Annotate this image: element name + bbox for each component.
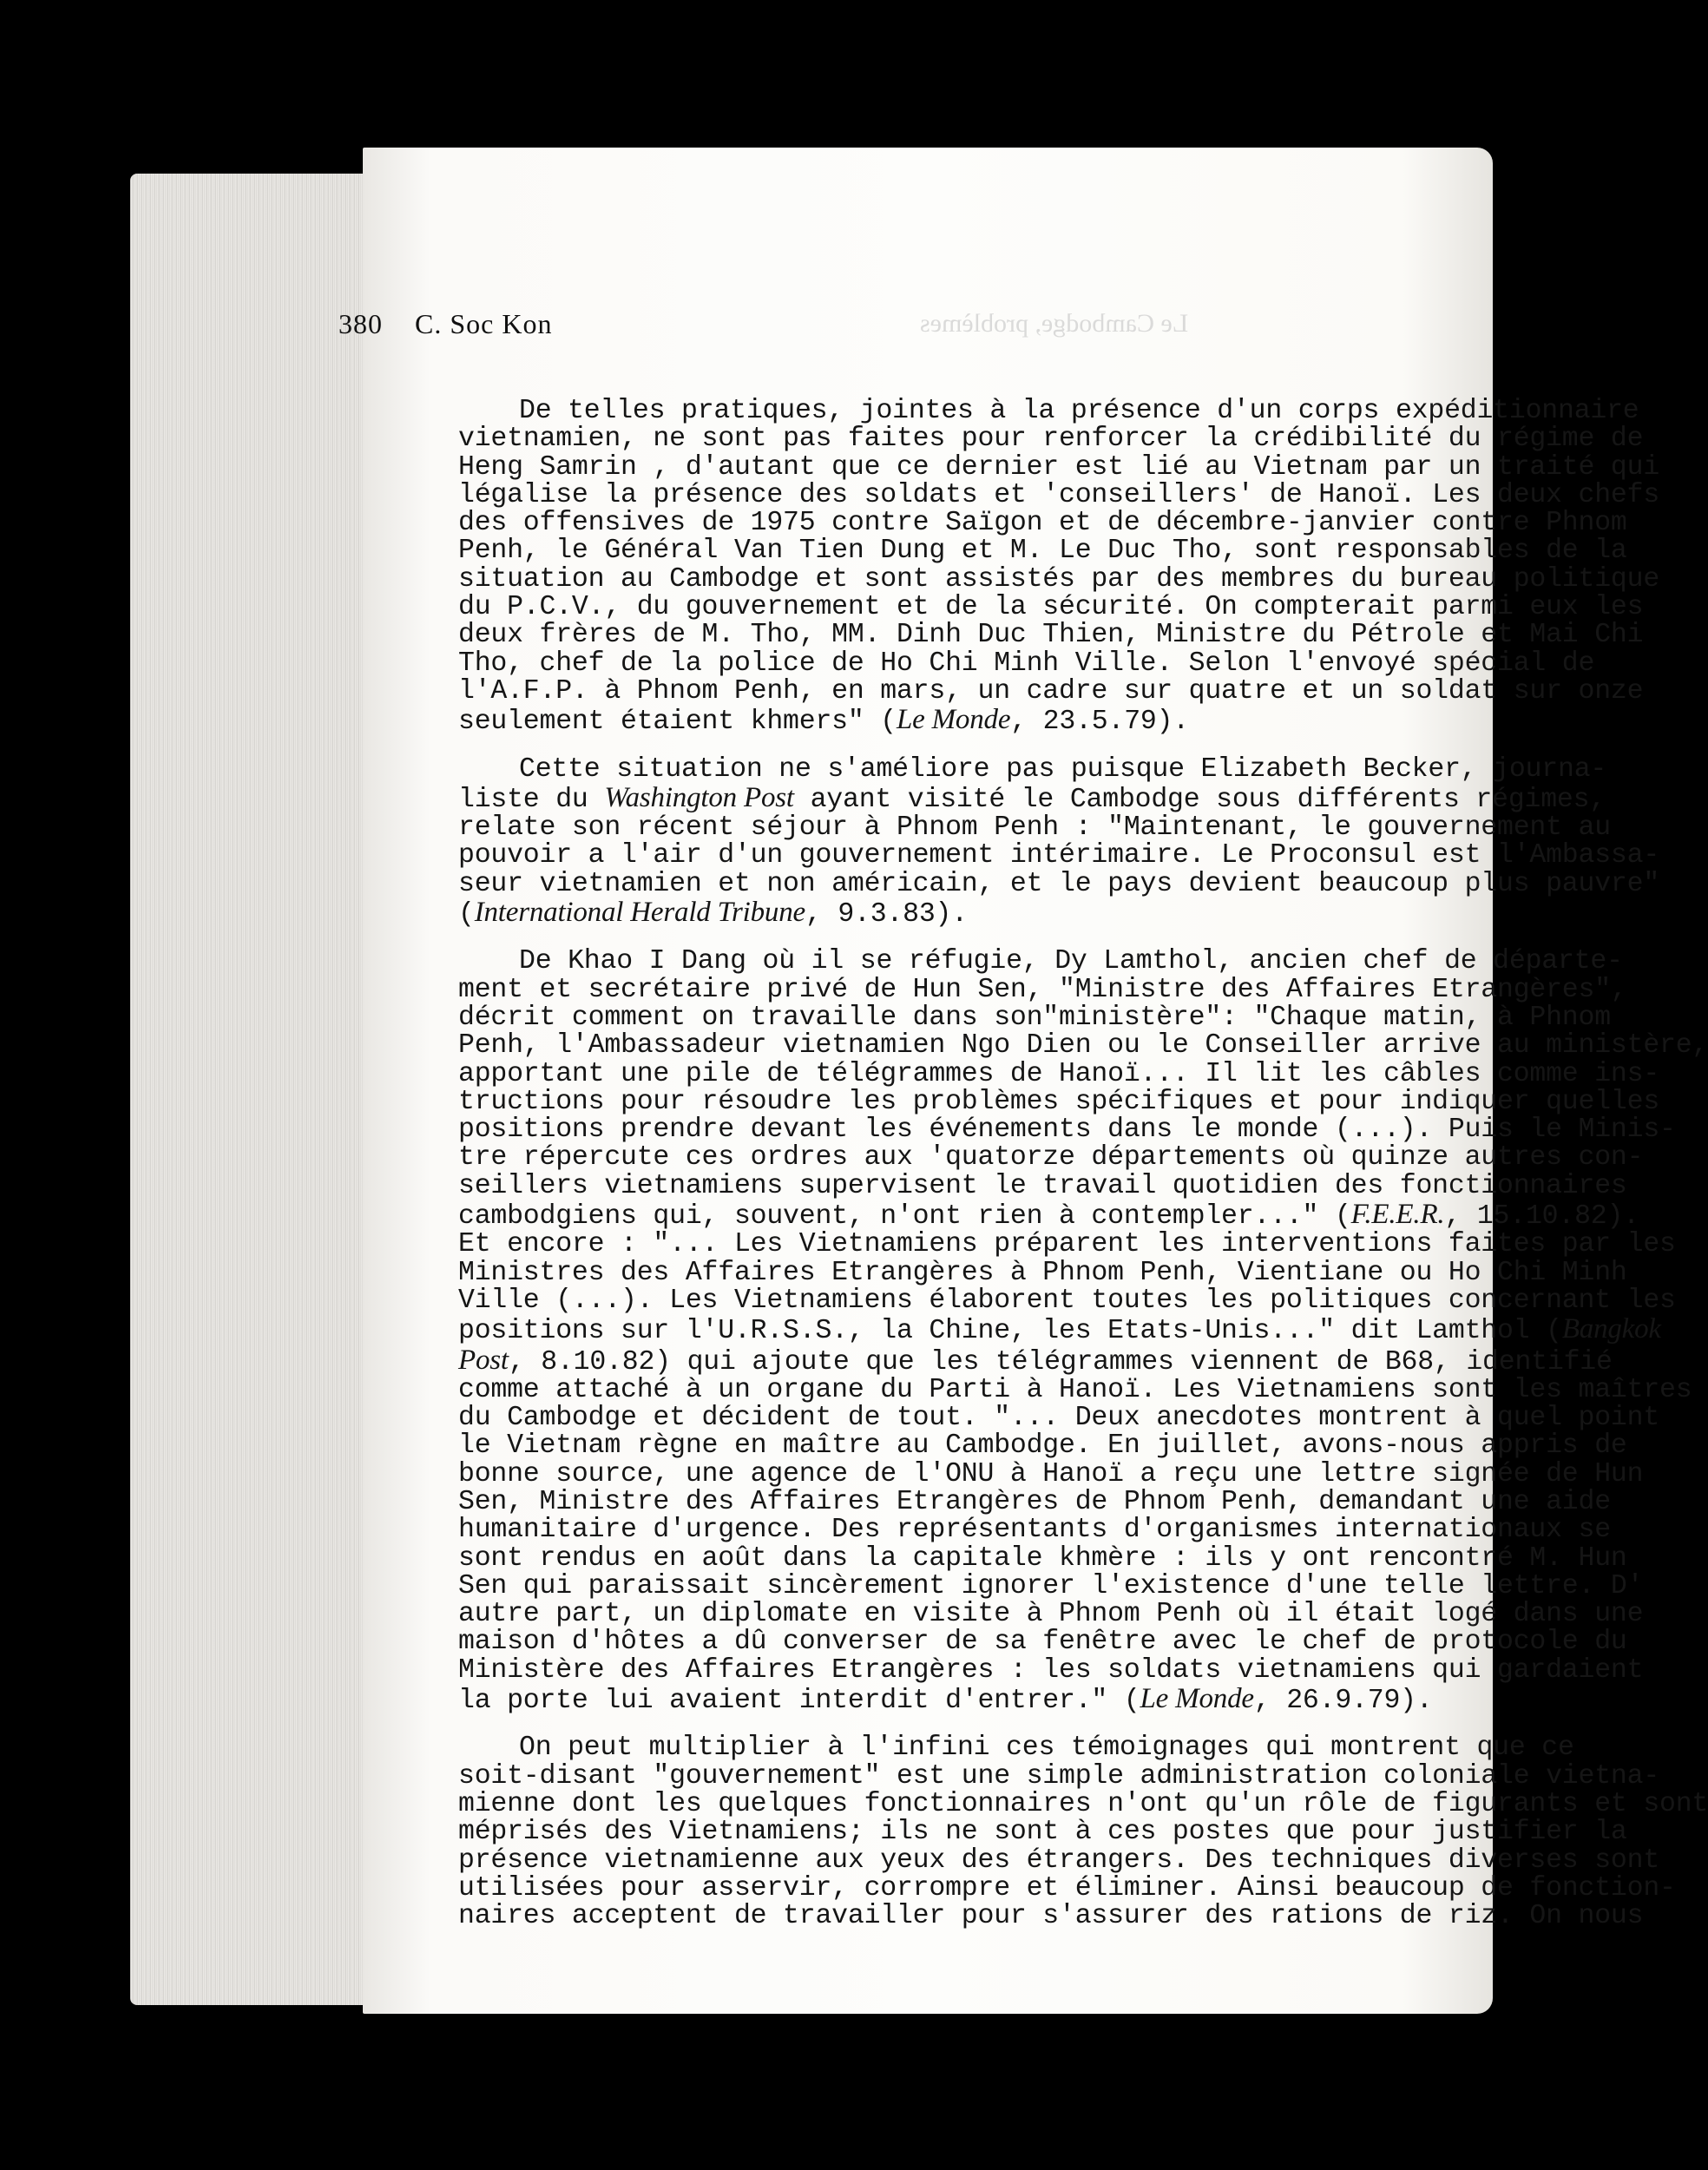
text-line: naires acceptent de travailler pour s'assurer des rations de riz. On nous bbox=[458, 1901, 1644, 1932]
text-line: autre part, un diplomate en visite à Phnom Penh où il était logé dans une bbox=[458, 1599, 1644, 1630]
text-line: décrit comment on travaille dans son"ministère": "Chaque matin, à Phnom bbox=[458, 1002, 1611, 1033]
text-line: vietnamien, ne sont pas faites pour renforcer la crédibilité du régime de bbox=[458, 424, 1644, 455]
text-line: De Khao I Dang où il se réfugie, Dy Lamthol, ancien chef de départe- bbox=[519, 946, 1623, 977]
text-line: Post, 8.10.82) qui ajoute que les télégrammes viennent de B68, identifié bbox=[458, 1344, 1613, 1378]
paragraph bbox=[458, 753, 1660, 930]
text-line: l'A.F.P. à Phnom Penh, en mars, un cadre sur quatre et un soldat sur onze bbox=[458, 675, 1644, 707]
text-line: Penh, l'Ambassadeur vietnamien Ngo Dien ou le Conseiller arrive au ministère, bbox=[458, 1030, 1708, 1062]
text-line: Ministère des Affaires Etrangères : les soldats vietnamiens qui gardaient bbox=[458, 1654, 1644, 1686]
text-line: positions sur l'U.R.S.S., la Chine, les Etats-Unis..." dit Lamthol (Bangkok bbox=[458, 1313, 1661, 1347]
text-line: seulement étaient khmers" (Le Monde, 23.5.79). bbox=[458, 704, 1190, 738]
text-line: deux frères de M. Tho, MM. Dinh Duc Thien, Ministre du Pétrole et Mai Chi bbox=[458, 620, 1644, 651]
text-line: Tho, chef de la police de Ho Chi Minh Ville. Selon l'envoyé spécial de bbox=[458, 648, 1595, 679]
text-line: tre répercute ces ordres aux 'quatorze départements où quinze autres con- bbox=[458, 1142, 1644, 1174]
text-line: bonne source, une agence de l'ONU à Hanoï a reçu une lettre signée de Hun bbox=[458, 1458, 1644, 1489]
text-line: ment et secrétaire privé de Hun Sen, "Ministre des Affaires Etrangères", bbox=[458, 974, 1627, 1005]
running-title: C. Soc Kon bbox=[415, 308, 553, 339]
text-line: maison d'hôtes a dû converser de sa fenêtre avec le chef de protocole du bbox=[458, 1627, 1627, 1658]
text-line: Ville (...). Les Vietnamiens élaborent toutes les politiques concernant les bbox=[458, 1285, 1676, 1316]
text-line: apportant une pile de télégrammes de Hanoï... Il lit les câbles comme ins- bbox=[458, 1058, 1660, 1089]
text-line: On peut multiplier à l'infini ces témoignages qui montrent que ce bbox=[519, 1733, 1574, 1764]
paragraph bbox=[458, 396, 1660, 738]
text-line: tructions pour résoudre les problèmes spécifiques et pour indiquer quelles bbox=[458, 1086, 1660, 1117]
text-line: relate son récent séjour à Phnom Penh : "Maintenant, le gouvernement au bbox=[458, 812, 1611, 844]
page-number: 380 bbox=[338, 308, 383, 339]
text-line: méprisés des Vietnamiens; ils ne sont à ces postes que pour justifier la bbox=[458, 1817, 1627, 1848]
body-text bbox=[458, 396, 1708, 1950]
text-line: Sen qui paraissait sincèrement ignorer l'existence d'une telle lettre. D' bbox=[458, 1570, 1644, 1601]
text-line: soit-disant "gouvernement" est une simple administration coloniale vietna- bbox=[458, 1760, 1660, 1792]
text-line: situation au Cambodge et sont assistés par des membres du bureau politique bbox=[458, 563, 1660, 595]
text-line: cambodgiens qui, souvent, n'ont rien à contempler..." (F.E.E.R., 15.10.82). bbox=[458, 1199, 1639, 1233]
text-line: du Cambodge et décident de tout. "... Deux anecdotes montrent à quel point bbox=[458, 1403, 1660, 1434]
page-stack-edges bbox=[130, 174, 382, 2005]
text-line: utilisées pour asservir, corrompre et éliminer. Ainsi beaucoup de fonction- bbox=[458, 1872, 1676, 1904]
text-line: liste du Washington Post ayant visité le Cambodge sous différents régimes, bbox=[458, 781, 1606, 815]
text-line: positions prendre devant les événements dans le monde (...). Puis le Minis- bbox=[458, 1115, 1676, 1146]
text-line: Cette situation ne s'améliore pas puisque Elizabeth Becker, journa- bbox=[519, 753, 1607, 785]
text-line: Ministres des Affaires Etrangères à Phnom Penh, Vientiane ou Ho Chi Minh bbox=[458, 1257, 1627, 1288]
text-line: comme attaché à un organe du Parti à Hanoï. Les Vietnamiens sont les maîtres bbox=[458, 1374, 1692, 1405]
text-line: mienne dont les quelques fonctionnaires n'ont qu'un rôle de figurants et sont bbox=[458, 1788, 1708, 1819]
text-line: des offensives de 1975 contre Saïgon et de décembre-janvier contre Phnom bbox=[458, 508, 1627, 539]
text-line: le Vietnam règne en maître au Cambodge. En juillet, avons-nous appris de bbox=[458, 1430, 1627, 1462]
text-line: du P.C.V., du gouvernement et de la sécurité. On compterait parmi eux les bbox=[458, 592, 1644, 623]
text-line: pouvoir a l'air d'un gouvernement intérimaire. Le Proconsul est l'Ambassa- bbox=[458, 840, 1660, 871]
paragraph bbox=[458, 1733, 1708, 1932]
text-line: la porte lui avaient interdit d'entrer." (Le Monde, 26.9.79). bbox=[458, 1683, 1433, 1717]
text-line: De telles pratiques, jointes à la présence d'un corps expéditionnaire bbox=[519, 396, 1639, 426]
text-line: Heng Samrin , d'autant que ce dernier est lié au Vietnam par un traité qui bbox=[458, 451, 1660, 483]
text-line: Sen, Ministre des Affaires Etrangères de Phnom Penh, demandant une aide bbox=[458, 1486, 1611, 1517]
text-line: seur vietnamien et non américain, et le pays devient beaucoup plus pauvre" bbox=[458, 868, 1660, 899]
text-line: présence vietnamienne aux yeux des étrangers. Des techniques diverses sont bbox=[458, 1844, 1660, 1876]
text-line: sont rendus en août dans la capitale khmère : ils y ont rencontré M. Hun bbox=[458, 1542, 1627, 1574]
text-line: seillers vietnamiens supervisent le travail quotidien des fonctionnaires bbox=[458, 1170, 1627, 1201]
text-line: humanitaire d'urgence. Des représentants d'organismes internationaux se bbox=[458, 1515, 1611, 1546]
page-header bbox=[338, 308, 552, 340]
text-line: Penh, le Général Van Tien Dung et M. Le Duc Tho, sont responsables de la bbox=[458, 536, 1627, 567]
text-line: Et encore : "... Les Vietnamiens préparent les interventions faites par les bbox=[458, 1229, 1676, 1260]
text-line: (International Herald Tribune, 9.3.83). bbox=[458, 897, 968, 930]
show-through-text: Le Cambodge, problèmes bbox=[920, 309, 1189, 338]
paragraph bbox=[458, 946, 1708, 1717]
text-line: légalise la présence des soldats et 'conseillers' de Hanoï. Les deux chefs bbox=[458, 479, 1660, 510]
